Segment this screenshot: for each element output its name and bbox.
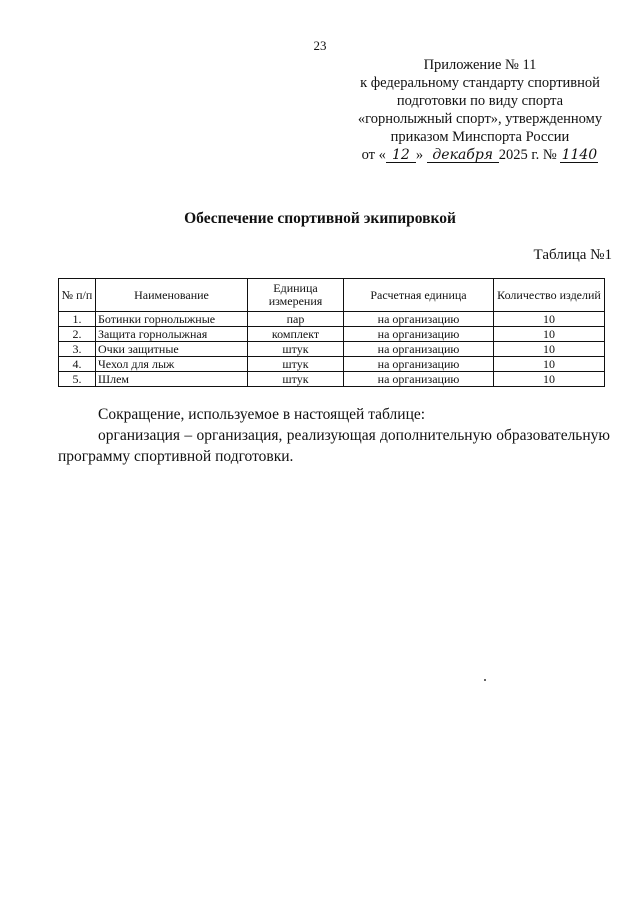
page-number: 23 — [313, 38, 327, 53]
item-name: Защита горнолыжная — [96, 327, 248, 342]
abbreviation-definition: организация – организация, реализующая дополнительную образовательную программу спортивной подготовки. — [58, 427, 610, 465]
header-name: Наименование — [96, 279, 248, 312]
table-row — [59, 327, 605, 342]
appendix-line-1: Приложение № 11 — [423, 57, 537, 73]
table-row — [59, 357, 605, 372]
item-quantity: 10 — [494, 327, 605, 342]
equipment-table — [58, 278, 605, 387]
table-header-row — [59, 279, 605, 312]
item-unit: комплект — [248, 327, 344, 342]
date-mid: » — [415, 147, 424, 163]
item-quantity: 10 — [494, 357, 605, 372]
table-row — [59, 342, 605, 357]
table-row — [59, 312, 605, 327]
header-unit: Единица измерения — [248, 279, 344, 312]
item-calc-unit: на организацию — [344, 342, 494, 357]
order-number: 1140 — [561, 147, 598, 163]
appendix-header — [330, 56, 630, 164]
header-quantity: Количество изделий — [494, 279, 605, 312]
item-name: Ботинки горнолыжные — [96, 312, 248, 327]
appendix-line-2: к федеральному стандарту спортивной — [360, 75, 600, 91]
item-calc-unit: на организацию — [344, 372, 494, 387]
appendix-line-3: подготовки по виду спорта — [396, 93, 564, 109]
row-number: 5. — [59, 372, 96, 387]
date-day: 12 — [386, 148, 416, 163]
item-quantity: 10 — [494, 312, 605, 327]
item-calc-unit: на организацию — [344, 357, 494, 372]
appendix-line-4: «горнолыжный спорт», утвержденному — [357, 111, 603, 127]
item-name: Чехол для лыж — [96, 357, 248, 372]
table-row — [59, 372, 605, 387]
item-quantity: 10 — [494, 342, 605, 357]
order-date-line — [330, 146, 630, 164]
item-calc-unit: на организацию — [344, 312, 494, 327]
row-number: 4. — [59, 357, 96, 372]
appendix-line-5: приказом Минспорта России — [390, 129, 570, 145]
header-number: № п/п — [59, 279, 96, 312]
row-number: 1. — [59, 312, 96, 327]
date-year: 2025 г. № — [498, 147, 557, 163]
item-name: Шлем — [96, 372, 248, 387]
abbreviation-intro: Сокращение, используемое в настоящей таблице: — [98, 406, 426, 423]
item-name: Очки защитные — [96, 342, 248, 357]
row-number: 2. — [59, 327, 96, 342]
date-month: декабря — [427, 148, 499, 163]
item-calc-unit: на организацию — [344, 327, 494, 342]
date-prefix: от « — [361, 147, 386, 163]
item-quantity: 10 — [494, 372, 605, 387]
item-unit: штук — [248, 357, 344, 372]
item-unit: пар — [248, 312, 344, 327]
document-title: Обеспечение спортивной экипировкой — [184, 210, 456, 227]
item-unit: штук — [248, 372, 344, 387]
table-caption: Таблица №1 — [533, 247, 612, 263]
scan-speck — [484, 679, 486, 681]
header-calc-unit: Расчетная единица — [344, 279, 494, 312]
row-number: 3. — [59, 342, 96, 357]
item-unit: штук — [248, 342, 344, 357]
